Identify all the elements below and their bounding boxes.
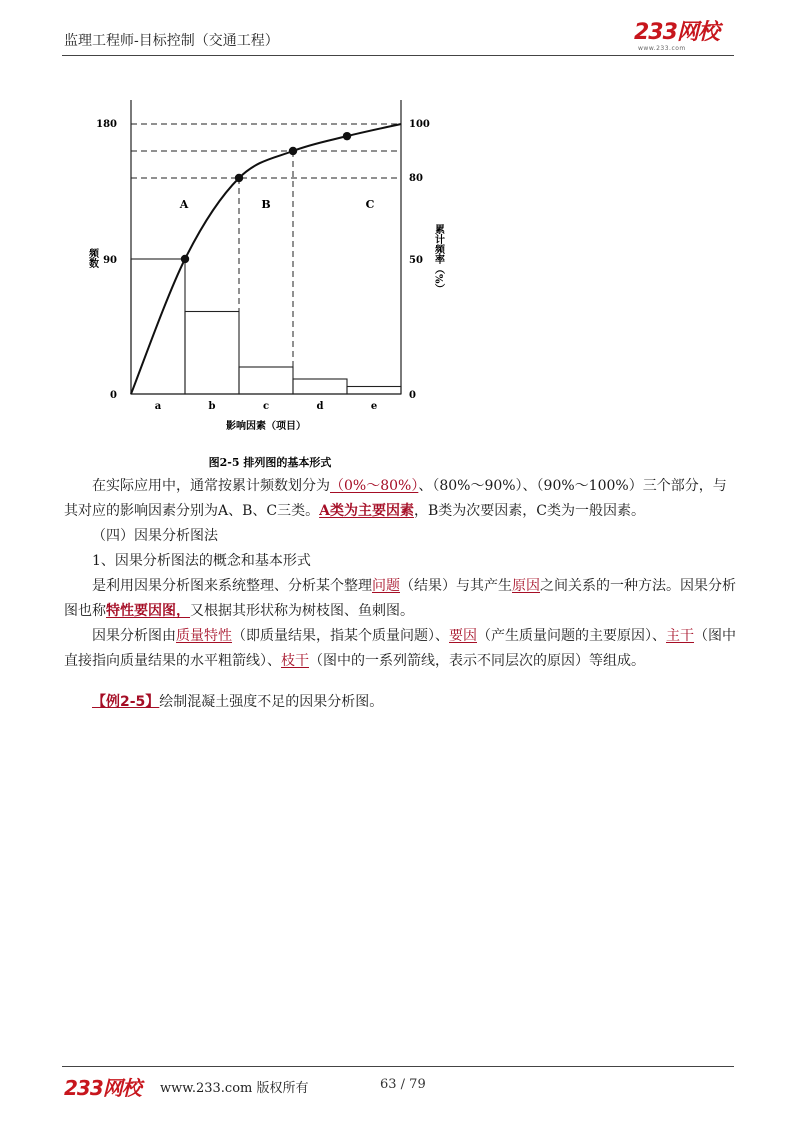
text-span: 又根据其形状称为树枝图、鱼刺图。 — [190, 603, 414, 619]
paragraph-fishbone-components — [64, 624, 736, 674]
chart-bars — [131, 259, 401, 394]
text-span: （图中的一系列箭线，表示不同层次的原因）等组成。 — [309, 653, 645, 669]
example-line — [92, 691, 383, 711]
text-span: （产生质量问题的主要原因）、 — [477, 628, 666, 644]
pareto-figure — [86, 100, 452, 480]
highlight-range-a: （0%～80%） — [330, 478, 419, 494]
category-label-e: e — [370, 401, 378, 412]
category-label-c: c — [262, 401, 270, 412]
brand-logo — [634, 22, 734, 54]
bar-e — [347, 387, 401, 395]
text-span: （图中直接指向质量结果的水平粗箭线）、 — [64, 628, 736, 669]
highlight-quality-characteristic: 质量特性 — [176, 628, 232, 644]
brand-logo-text: 233网校 — [634, 20, 719, 45]
figure-caption: 图2-5 排列图的基本形式 — [208, 456, 332, 469]
highlight-problem: 问题 — [372, 578, 400, 594]
right-tick-100: 100 — [409, 119, 430, 130]
text-span: 在实际应用中，通常按累计频数划分为 — [92, 478, 330, 494]
right-tick-0: 0 — [409, 390, 416, 401]
right-tick-50: 50 — [409, 255, 423, 266]
example-text: 绘制混凝土强度不足的因果分析图。 — [159, 694, 384, 710]
category-label-d: d — [316, 401, 324, 412]
cumulative-point-b — [235, 174, 243, 182]
highlight-key-cause: 要因 — [449, 628, 477, 644]
example-tag[interactable]: 【例2-5】 — [92, 694, 160, 710]
highlight-main-factor: A类为主要因素 — [319, 503, 414, 519]
category-label-a: a — [154, 401, 162, 412]
right-axis-label: 累计频率（%） — [432, 224, 444, 294]
highlight-branch: 枝干 — [281, 653, 309, 669]
subsection-heading-fishbone: 1、因果分析图法的概念和基本形式 — [92, 553, 311, 569]
left-tick-0: 0 — [110, 390, 117, 401]
left-tick-180: 180 — [96, 119, 117, 130]
text-span: （即质量结果，指某个质量问题）、 — [232, 628, 449, 644]
footer-copyright: www.233.com 版权所有 — [160, 1081, 309, 1096]
bar-b — [185, 312, 239, 395]
chart-labels — [87, 119, 445, 469]
left-tick-90: 90 — [103, 255, 117, 266]
pareto-chart — [86, 100, 452, 480]
text-span: 因果分析图由 — [92, 628, 176, 644]
zone-label-b: B — [261, 198, 271, 211]
header-divider — [62, 55, 734, 56]
left-axis-label: 频数 — [86, 248, 98, 268]
text-span: ，B类为次要因素，C类为一般因素。 — [413, 503, 645, 519]
bar-d — [293, 379, 347, 394]
highlight-trunk: 主干 — [666, 628, 694, 644]
right-tick-80: 80 — [409, 173, 423, 184]
page-number: 63 / 79 — [380, 1077, 426, 1092]
category-label-b: b — [208, 401, 216, 412]
cumulative-point-c — [289, 147, 297, 155]
cumulative-point-a — [181, 255, 189, 263]
paragraph-pareto-classes — [64, 474, 736, 524]
section-heading-fishbone: （四）因果分析图法 — [92, 528, 218, 544]
chart-axes — [131, 100, 401, 394]
text-span: （结果）与其产生 — [400, 578, 512, 594]
x-axis-label: 影响因素（项目） — [226, 421, 306, 432]
zone-label-c: C — [365, 198, 375, 211]
paragraph-fishbone-definition — [64, 574, 736, 624]
zone-label-a: A — [179, 198, 189, 211]
footer-logo: 233网校 — [64, 1076, 141, 1100]
cumulative-point-d — [343, 132, 351, 140]
highlight-characteristic-diagram: 特性要因图， — [106, 603, 190, 619]
bar-c — [239, 367, 293, 394]
brand-logo-url: www.233.com — [638, 45, 686, 52]
text-span: 之间关系的一种方法。因果分析图也称 — [64, 578, 736, 619]
footer-divider — [62, 1066, 734, 1067]
text-span: 、（80%～90%）、（90%～100%）三个部分，与其对应的影响因素分别为A、B、C三类。 — [64, 478, 727, 519]
page-header-title: 监理工程师-目标控制（交通工程） — [64, 33, 279, 49]
text-span: 是利用因果分析图来系统整理、分析某个整理 — [92, 578, 372, 594]
highlight-cause: 原因 — [512, 578, 540, 594]
body-text — [64, 474, 736, 674]
